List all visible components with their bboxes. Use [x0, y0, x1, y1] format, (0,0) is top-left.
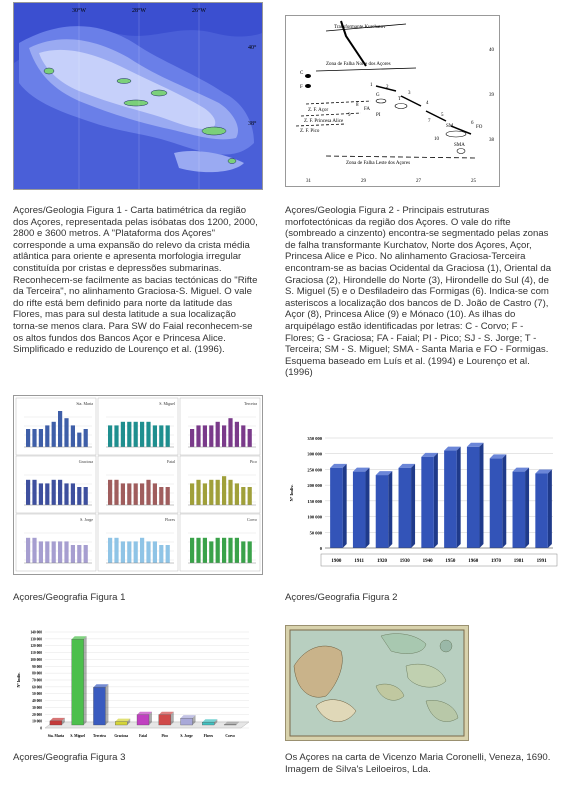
climate-bar	[190, 483, 194, 505]
label-pico: Z. F. Pico	[300, 129, 320, 134]
pop-bar-side	[502, 454, 506, 548]
pop-tick-label: 300 000	[307, 451, 322, 457]
pop-bar-side	[388, 471, 392, 548]
pop-bar-side	[457, 447, 461, 548]
lon-tick-31: 31	[306, 179, 311, 184]
label-fo: FO	[476, 125, 483, 130]
climate-bar	[209, 425, 213, 447]
island-tick-label: 110 000	[30, 651, 42, 656]
climate-bar	[146, 541, 150, 563]
climate-bar	[134, 422, 138, 447]
pop-bar-side	[411, 464, 415, 548]
label-fa: FA	[364, 107, 371, 112]
pop-bar-side	[365, 468, 369, 548]
label-num-4: 4	[426, 101, 429, 106]
caption-geografia-fig3: Açores/Geografia Figura 3	[13, 752, 126, 763]
pop-tick-label: 50 000	[309, 530, 322, 536]
pop-category-label: 1920	[377, 559, 387, 564]
pop-category-label: 1970	[491, 559, 501, 564]
climate-bar	[71, 545, 75, 563]
climate-bar	[134, 541, 138, 563]
pop-bar	[467, 447, 480, 548]
climate-bar	[84, 487, 88, 505]
island-chart-svg	[13, 628, 253, 746]
label-leste: Zona de Falha Leste dos Açores	[346, 161, 411, 166]
climate-bar	[26, 480, 30, 505]
climate-bar	[84, 429, 88, 447]
label-num-8: 8	[356, 103, 359, 108]
climate-bar	[153, 541, 157, 563]
climate-bar	[114, 538, 118, 563]
island-bar	[115, 722, 127, 725]
climate-panel	[98, 398, 178, 455]
climate-bar	[140, 422, 144, 447]
climate-bar	[196, 480, 200, 505]
label-num-7: 7	[428, 119, 431, 124]
climate-panel	[180, 398, 260, 455]
label-kurchatov: Transformante Kurchatov	[334, 25, 386, 30]
climate-bar	[127, 422, 131, 447]
climate-bar	[64, 483, 68, 505]
label-princesa: Z. F. Princesa Alice	[304, 119, 344, 124]
climate-bar	[190, 538, 194, 563]
lat-tick-40: 40	[489, 48, 494, 53]
climate-bar	[153, 425, 157, 447]
label-num-2: 2	[386, 85, 389, 90]
climate-panel-title: Faial	[167, 459, 175, 464]
pop-tick-label: 350 000	[307, 436, 322, 441]
caption-geografia-fig1: Açores/Geografia Figura 1	[13, 592, 126, 603]
climate-bar	[71, 483, 75, 505]
pop-category-label: 1950	[445, 559, 456, 564]
climate-bar	[190, 429, 194, 447]
pop-category-label: 1900	[331, 559, 342, 564]
label-num-9: 9	[348, 113, 351, 118]
climate-bar	[32, 429, 36, 447]
climate-bar	[108, 480, 112, 505]
label-num-6: 6	[471, 121, 474, 126]
climate-bar	[45, 541, 49, 563]
climate-bar	[166, 487, 170, 505]
island-graciosa	[117, 79, 131, 84]
pop-category-label: 1911	[354, 559, 365, 564]
climate-bar	[58, 411, 62, 447]
population-time-chart	[285, 430, 560, 580]
climate-bar	[26, 538, 30, 563]
climate-bar	[166, 425, 170, 447]
climate-panel-title: Terceira	[243, 401, 257, 406]
island-tick-label: 60 000	[32, 685, 42, 690]
climate-bar	[140, 483, 144, 505]
island-category-label: S. Miguel	[70, 734, 85, 738]
climate-bar	[222, 425, 226, 447]
caption-coronelli: Os Açores na carta de Vicenzo Maria Coronelli, Veneza, 1690. Imagem de Silva's Leiloeiros, Lda.	[285, 752, 551, 775]
island-flores	[44, 68, 54, 74]
lon-tick-27: 27	[416, 179, 421, 184]
island-tick-label: 0	[40, 726, 42, 731]
label-sma: SMA	[454, 143, 465, 148]
pop-tick-label: 200 000	[307, 483, 322, 489]
climate-panel	[180, 514, 260, 571]
climate-bar	[45, 425, 49, 447]
climate-bar	[52, 541, 56, 563]
climate-bar	[235, 483, 239, 505]
island-tick-label: 120 000	[30, 644, 42, 649]
climate-panel	[180, 456, 260, 513]
island-category-label: Terceira	[93, 734, 106, 738]
pop-category-label: 1981	[513, 559, 524, 564]
pop-bar-side	[525, 468, 529, 548]
climate-bar	[114, 480, 118, 505]
label-f: F	[300, 85, 303, 90]
pop-category-label: 1991	[536, 559, 547, 564]
climate-bar	[222, 476, 226, 505]
population-chart-svg	[285, 430, 560, 580]
climate-bar	[241, 541, 245, 563]
island-category-label: Faial	[139, 734, 147, 738]
climate-bar	[235, 422, 239, 447]
climate-bar	[26, 429, 30, 447]
island-bar	[50, 721, 62, 725]
climate-bar	[71, 425, 75, 447]
climate-bar	[77, 487, 81, 505]
coronelli-map	[285, 625, 469, 741]
climate-bar	[248, 429, 252, 447]
climate-bar	[140, 538, 144, 563]
climate-bar	[108, 538, 112, 563]
climate-bar	[127, 483, 131, 505]
climate-small-multiples	[13, 395, 263, 575]
island-tick-label: 130 000	[30, 637, 42, 642]
island-ylabel: Nº Indiv.	[16, 672, 21, 688]
climate-bar	[58, 541, 62, 563]
caption-geologia-fig1: Açores/Geologia Figura 1 - Carta batimétrica da região dos Açores, representada pelas isóbatas dos 1200, 2000, 2800 e 3600 metros. A "Plataforma dos Açores" corresponde a uma expansão do relevo da crista média atlântica para oriente e apresenta morfologia irregular constituída por cristas e depressões submarinas. Reconhecem-se facilmente as bacias tectónicas do "Rifte da Terceira", no alinhamento Graciosa-S. Miguel. O vale do rifte está bem definido para norte da latitude das Flores, mas para sul desta latitude a sua localização torna-se menos clara. Para SW do Faial reconhecem-se os altos fundos dos Bancos Açor e Princesa Alice. Simplificado e reduzido de Lourenço et al. (1996).	[13, 205, 258, 356]
climate-bar	[64, 541, 68, 563]
climate-panel-title: S. Jorge	[80, 517, 93, 522]
island-bar	[93, 687, 105, 725]
climate-bar	[166, 545, 170, 563]
lon-label-28w: 28°W	[132, 8, 147, 14]
climate-bar	[84, 545, 88, 563]
pop-bar	[330, 468, 343, 548]
pop-bar	[444, 451, 457, 548]
pop-category-label: 1930	[399, 559, 410, 564]
lon-label-30w: 30°W	[72, 8, 87, 14]
climate-bar	[39, 429, 43, 447]
climate-panel-title: Pico	[249, 459, 257, 464]
climate-bar	[203, 483, 207, 505]
island-pico	[124, 100, 148, 106]
island-population-chart	[13, 628, 253, 746]
climate-bar	[32, 480, 36, 505]
climate-bar	[209, 541, 213, 563]
island-tick-label: 100 000	[30, 657, 42, 662]
island-g-marker	[376, 99, 386, 103]
label-t: T	[398, 97, 402, 102]
island-bar	[159, 715, 171, 725]
island-tick-label: 20 000	[32, 712, 42, 717]
caption-geografia-fig2: Açores/Geografia Figura 2	[285, 592, 398, 603]
climate-bar	[39, 541, 43, 563]
climate-bar	[248, 541, 252, 563]
climate-bar	[203, 425, 207, 447]
label-num-1: 1	[370, 83, 373, 88]
island-c-marker	[305, 74, 311, 78]
island-category-label: Sta. Maria	[47, 734, 65, 738]
pop-bar	[353, 472, 366, 548]
climate-bar	[58, 480, 62, 505]
island-santa-maria	[228, 159, 236, 164]
label-g: G	[376, 93, 380, 98]
pop-bar-side	[343, 464, 347, 548]
climate-bar	[64, 418, 68, 447]
pop-bar	[421, 457, 434, 548]
tectonic-map	[285, 15, 500, 187]
island-tick-label: 80 000	[32, 671, 42, 676]
climate-panel-title: Corvo	[247, 517, 257, 522]
climate-bar	[52, 422, 56, 447]
island-bar-side	[105, 684, 108, 725]
island-f-marker	[305, 84, 311, 88]
climate-bar	[121, 483, 125, 505]
climate-bar	[146, 480, 150, 505]
pop-ylabel: Nº Indiv.	[289, 484, 294, 502]
climate-bar	[159, 487, 163, 505]
island-bar	[137, 715, 149, 725]
climate-panel-title: S. Miguel	[159, 401, 175, 406]
island-bar	[202, 722, 214, 725]
climate-chart-svg	[14, 396, 262, 574]
pop-bar	[535, 474, 548, 548]
label-num-5: 5	[441, 113, 444, 118]
caption-geologia-fig2: Açores/Geologia Figura 2 - Principais estruturas morfotectónicas da região dos Açores. O vale do rifte (sombreado a cinzento) encontra-se segmentado pelas zonas de falha transformante Kurchatov, Norte dos Açores, Açor, Princesa Alice e Pico. No alinhamento Graciosa-Terceira encontram-se as bacias Ocidental da Graciosa (1), Oriental da Graciosa (2), Hirondelle do Norte (3), Hirondelle do Sul (4), de S. Miguel (5) e o Desfiladeiro das Formigas (6). Indica-se com asteriscos a localização dos bancos de D. João de Castro (7), Açor (8), Princesa Alice (9) e Mónaco (10). As ilhas do arquipélago estão identificadas por letras: C - Corvo; F - Flores; G - Graciosa; FA - Faial; PI - Pico; SJ - S. Jorge; T - Terceira; SM - S. Miguel; SMA - Santa Maria e FO - Formigas. Esquema baseado em Luís et al. (1994) e Lourenço et al. (1996)	[285, 205, 552, 379]
climate-bar	[228, 418, 232, 447]
label-c: C	[300, 71, 304, 76]
island-sma-marker	[457, 149, 465, 154]
climate-bar	[203, 538, 207, 563]
bathymetric-map-svg	[14, 3, 262, 189]
pop-bar	[490, 458, 503, 548]
island-bar	[72, 639, 84, 725]
climate-bar	[39, 483, 43, 505]
climate-bar	[235, 538, 239, 563]
island-tick-label: 10 000	[32, 719, 42, 724]
pop-tick-label: 0	[319, 546, 322, 551]
climate-bar	[196, 425, 200, 447]
pop-bar	[376, 475, 389, 548]
climate-bar	[77, 545, 81, 563]
climate-bar	[241, 487, 245, 505]
lat-tick-38: 38	[489, 138, 494, 143]
island-tick-label: 140 000	[30, 630, 42, 635]
pop-bar	[399, 468, 412, 548]
pop-category-label: 1940	[422, 559, 433, 564]
pop-bar-side	[479, 443, 483, 548]
climate-panel	[98, 514, 178, 571]
pop-tick-label: 100 000	[307, 514, 322, 520]
lat-tick-39: 39	[489, 93, 494, 98]
tectonic-map-svg	[286, 16, 499, 186]
climate-bar	[159, 425, 163, 447]
lon-tick-29: 29	[361, 179, 366, 184]
climate-bar	[159, 545, 163, 563]
climate-bar	[248, 487, 252, 505]
pop-bar	[513, 472, 526, 548]
climate-panel	[16, 398, 96, 455]
island-category-label: Graciosa	[114, 734, 129, 738]
climate-bar	[32, 538, 36, 563]
lat-label-40: 40°	[248, 45, 257, 51]
climate-bar	[228, 538, 232, 563]
label-acor: Z. F. Açor	[308, 108, 329, 113]
pop-tick-label: 250 000	[307, 467, 322, 473]
climate-bar	[153, 483, 157, 505]
island-tick-label: 40 000	[32, 699, 42, 704]
island-tick-label: 30 000	[32, 705, 42, 710]
climate-bar	[216, 538, 220, 563]
climate-panel	[98, 456, 178, 513]
island-sm-marker	[446, 131, 466, 137]
climate-bar	[241, 425, 245, 447]
island-t-marker	[395, 104, 407, 109]
climate-bar	[228, 480, 232, 505]
climate-bar	[52, 480, 56, 505]
climate-bar	[209, 480, 213, 505]
climate-bar	[134, 483, 138, 505]
climate-bar	[114, 425, 118, 447]
climate-bar	[108, 425, 112, 447]
climate-panel	[16, 514, 96, 571]
compass-rose	[440, 640, 452, 652]
lon-tick-25: 25	[471, 179, 476, 184]
label-norte: Zona de Falha Norte dos Açores	[326, 62, 391, 67]
climate-bar	[121, 422, 125, 447]
island-bar-side	[84, 636, 87, 725]
island-category-label: Corvo	[225, 734, 235, 738]
climate-bar	[45, 483, 49, 505]
island-category-label: Flores	[203, 734, 214, 738]
label-num-3: 3	[408, 91, 411, 96]
island-sao-miguel	[202, 127, 226, 135]
lat-label-38: 38°	[248, 121, 257, 127]
island-tick-label: 90 000	[32, 664, 42, 669]
label-sm: SM	[446, 124, 454, 129]
lon-label-26w: 26°W	[192, 8, 207, 14]
climate-bar	[222, 538, 226, 563]
climate-bar	[216, 422, 220, 447]
island-category-label: S. Jorge	[180, 734, 193, 738]
climate-panel-title: Sta. Maria	[76, 401, 93, 406]
pop-category-label: 1960	[468, 559, 479, 564]
island-tick-label: 70 000	[32, 678, 42, 683]
pop-bar-side	[548, 470, 552, 548]
label-num-10: 10	[434, 137, 439, 142]
bathymetric-map	[13, 2, 263, 190]
climate-bar	[77, 433, 81, 447]
climate-bar	[121, 541, 125, 563]
coronelli-map-svg	[286, 626, 468, 740]
island-terceira	[151, 90, 167, 96]
climate-bar	[196, 538, 200, 563]
climate-panel-title: Flores	[165, 517, 175, 522]
label-pi: PI	[376, 113, 381, 118]
climate-bar	[127, 541, 131, 563]
island-category-label: Pico	[161, 734, 169, 738]
island-bar	[181, 718, 193, 725]
climate-bar	[216, 480, 220, 505]
pop-bar-side	[434, 453, 438, 548]
climate-panel	[16, 456, 96, 513]
climate-bar	[146, 422, 150, 447]
pop-tick-label: 150 000	[307, 498, 322, 504]
climate-panel-title: Graciosa	[78, 459, 93, 464]
island-tick-label: 50 000	[32, 692, 42, 697]
